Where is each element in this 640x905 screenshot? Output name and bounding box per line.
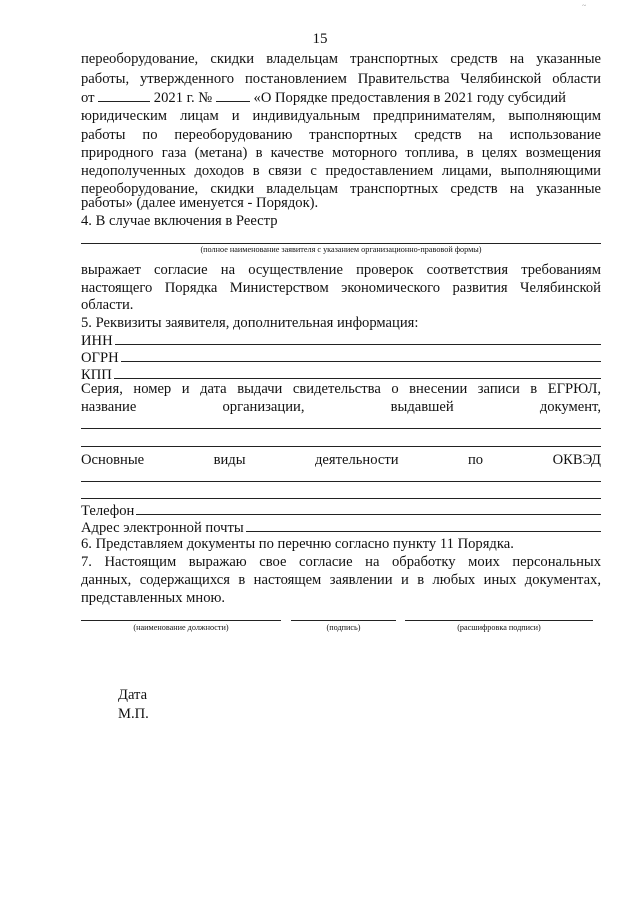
intro-decree-title: «О Порядке предоставления в 2021 году субсидий bbox=[253, 90, 566, 106]
kpp-field[interactable] bbox=[114, 365, 601, 379]
intro-line-2: работы, утвержденного постановлением Правительства Челябинской области bbox=[81, 71, 601, 87]
intro-line-6: природного газа (метана) в качестве моторного топлива, в целях возмещения bbox=[81, 145, 601, 161]
page-number: 15 bbox=[312, 31, 328, 47]
intro-line-5: работы по переоборудованию транспортных средств на использование bbox=[81, 127, 601, 143]
okved-word-5: ОКВЭД bbox=[552, 452, 601, 468]
section7-line-2: данных, содержащихся в настоящем заявлении и в любых иных документах, bbox=[81, 572, 601, 588]
okved-line bbox=[81, 451, 601, 469]
okved-word-4: по bbox=[468, 452, 484, 468]
egrul-line-2 bbox=[81, 398, 601, 416]
egrul-line-1: Серия, номер и дата выдачи свидетельства о внесении записи в ЕГРЮЛ, bbox=[81, 381, 601, 397]
section4-line-2: настоящего Порядка Министерством экономического развития Челябинской bbox=[81, 280, 601, 296]
position-field[interactable] bbox=[81, 620, 281, 621]
egrul-field-1[interactable] bbox=[81, 428, 601, 429]
intro-line-8: переоборудование, скидки владельцам транспортных средств на указанные bbox=[81, 181, 601, 197]
section5-heading: 5. Реквизиты заявителя, дополнительная информация: bbox=[81, 315, 419, 331]
section7-line-1: 7. Настоящим выражаю свое согласие на обработку моих персональных bbox=[81, 554, 601, 570]
signature-decoding-caption: (расшифровка подписи) bbox=[457, 623, 541, 632]
intro-year-number: 2021 г. № bbox=[153, 90, 213, 106]
ogrn-field[interactable] bbox=[121, 348, 601, 362]
inn-field[interactable] bbox=[115, 331, 601, 345]
okved-word-2: виды bbox=[213, 452, 246, 468]
okved-field-1[interactable] bbox=[81, 481, 601, 482]
signature-decoding-field[interactable] bbox=[405, 620, 593, 621]
okved-word-3: деятельности bbox=[314, 452, 399, 468]
ogrn-label: ОГРН bbox=[81, 350, 119, 366]
egrul-word-2: организации, bbox=[222, 399, 305, 415]
intro-line-7: недополученных доходов в связи с предоставлением лицами, выполняющими bbox=[81, 163, 601, 179]
applicant-name-field[interactable] bbox=[81, 243, 601, 244]
date-label: Дата bbox=[118, 687, 148, 703]
signature-caption: (подпись) bbox=[326, 623, 361, 632]
okved-field-2[interactable] bbox=[81, 498, 601, 499]
section4-heading: 4. В случае включения в Реестр bbox=[81, 213, 278, 229]
applicant-name-caption: (полное наименование заявителя с указанием организационно-правовой формы) bbox=[200, 245, 482, 254]
intro-line-4: юридическим лицам и индивидуальным предпринимателям, выполняющим bbox=[81, 108, 601, 124]
egrul-word-1: название bbox=[81, 399, 137, 415]
signature-field[interactable] bbox=[291, 620, 396, 621]
phone-field[interactable] bbox=[136, 501, 601, 515]
section6-text: 6. Представляем документы по перечню согласно пункту 11 Порядка. bbox=[81, 536, 514, 552]
section7-line-3: представленных мною. bbox=[81, 590, 226, 606]
inn-label: ИНН bbox=[81, 333, 113, 349]
position-caption: (наименование должности) bbox=[133, 623, 229, 632]
okved-word-1: Основные bbox=[81, 452, 145, 468]
section4-line-1: выражает согласие на осуществление проверок соответствия требованиям bbox=[81, 262, 601, 278]
number-blank bbox=[216, 89, 250, 102]
email-field[interactable] bbox=[246, 518, 601, 532]
intro-from-label: от bbox=[81, 90, 95, 106]
corner-mark: ~ bbox=[582, 2, 586, 10]
egrul-word-4: документ, bbox=[539, 399, 601, 415]
stamp-label: М.П. bbox=[118, 706, 149, 722]
date-blank bbox=[98, 89, 150, 102]
email-label: Адрес электронной почты bbox=[81, 520, 244, 536]
intro-line-3 bbox=[81, 89, 601, 107]
section4-line-3: области. bbox=[81, 297, 134, 313]
kpp-label: КПП bbox=[81, 367, 112, 383]
intro-line-9: работы» (далее именуется - Порядок). bbox=[81, 195, 319, 211]
intro-line-1: переоборудование, скидки владельцам транспортных средств на указанные bbox=[81, 51, 601, 67]
egrul-field-2[interactable] bbox=[81, 446, 601, 447]
phone-label: Телефон bbox=[81, 503, 135, 519]
egrul-word-3: выдавшей bbox=[390, 399, 454, 415]
